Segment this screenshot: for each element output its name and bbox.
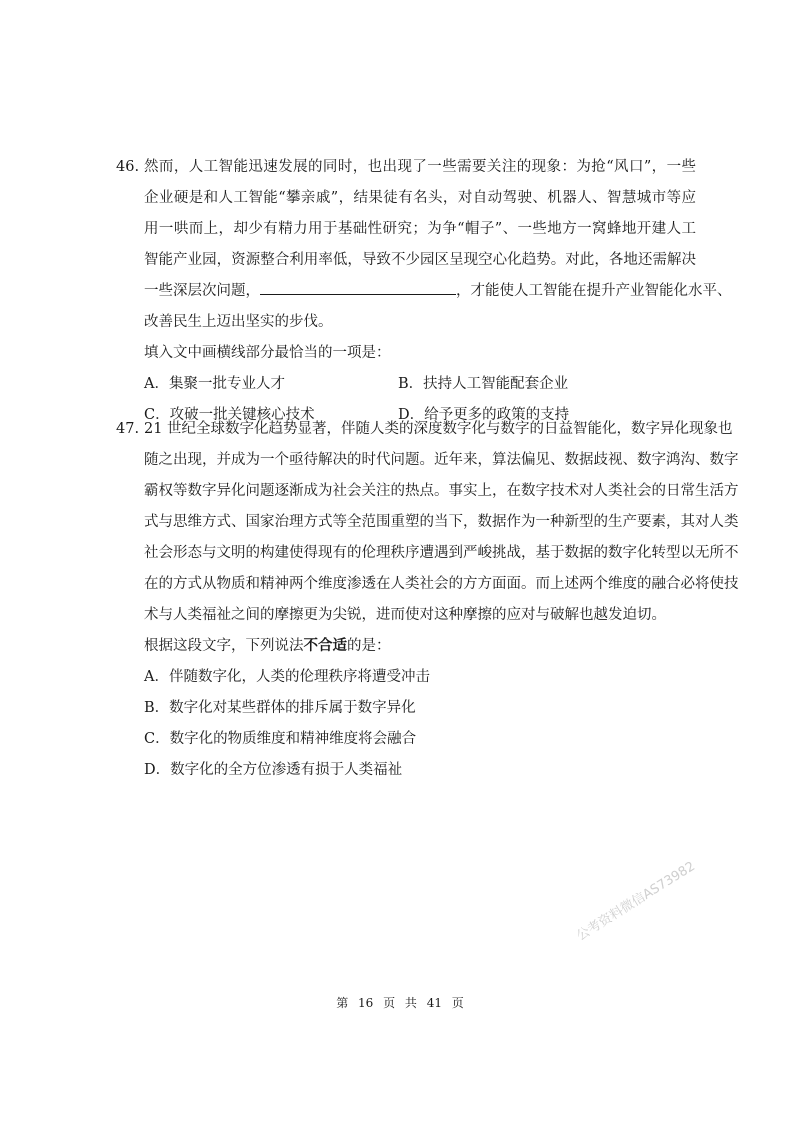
prompt-text: 的是： xyxy=(347,638,391,654)
question-stem xyxy=(144,414,739,786)
stem-line: 式与思维方式、国家治理方式等全范围重塑的当下，数据作为一种新型的生产要素，其对人类 xyxy=(144,514,739,530)
stem-line: 改善民生上迈出坚实的步伐。 xyxy=(144,314,333,330)
watermark: 公考资料微信AS73982 xyxy=(574,859,698,945)
stem-line: 然而，人工智能迅速发展的同时，也出现了一些需要关注的现象：为抢“风口”，一些 xyxy=(144,159,696,175)
stem-line-with-blank xyxy=(144,276,732,307)
question-46 xyxy=(116,152,732,431)
question-number: 46. xyxy=(116,159,140,175)
stem-line: 在的方式从物质和精神两个维度渗透在人类社会的方方面面。而上述两个维度的融合必将使技 xyxy=(144,576,739,592)
option-c: C．攻破一批关键核心技术 xyxy=(144,407,315,423)
option-c: C．数字化的物质维度和精神维度将会融合 xyxy=(144,731,417,747)
question-prompt: 填入文中画横线部分最恰当的一项是： xyxy=(144,345,391,361)
stem-line: 术与人类福祉之间的摩擦更为尖锐，进而使对这种摩擦的应对与破解也越发迫切。 xyxy=(144,607,666,623)
option-d: D．数字化的全方位渗透有损于人类福祉 xyxy=(144,762,403,778)
stem-line: 用一哄而上，却少有精力用于基础性研究；为争“帽子”、一些地方一窝蜂地开建人工 xyxy=(144,221,696,237)
option-b: B．数字化对某些群体的排斥属于数字异化 xyxy=(144,700,416,716)
stem-line: 霸权等数字异化问题逐渐成为社会关注的热点。事实上，在数字技术对人类社会的日常生活方 xyxy=(144,483,739,499)
prompt-emphasis: 不合适 xyxy=(303,638,347,654)
stem-text: 一些深层次问题， xyxy=(144,283,260,299)
page-footer: 第 16 页 共 41 页 xyxy=(336,996,464,1010)
question-prompt xyxy=(144,631,696,662)
stem-line: 智能产业园，资源整合利用率低，导致不少园区呈现空心化趋势。对此，各地还需解决 xyxy=(144,252,696,268)
question-stem xyxy=(144,152,732,431)
option-d: D．给予更多的政策的支持 xyxy=(398,407,570,423)
stem-text: ，才能使人工智能在提升产业智能化水平、 xyxy=(456,283,732,299)
question-47 xyxy=(116,414,739,786)
option-b: B．扶持人工智能配套企业 xyxy=(398,376,569,392)
stem-line: 随之出现，并成为一个亟待解决的时代问题。近年来，算法偏见、数据歧视、数字鸿沟、数字 xyxy=(144,452,739,468)
stem-line: 21 世纪全球数字化趋势显著，伴随人类的深度数字化与数字的日益智能化，数字异化现象也 xyxy=(144,421,733,437)
stem-line: 企业硬是和人工智能“攀亲戚”，结果徒有名头，对自动驾驶、机器人、智慧城市等应 xyxy=(144,190,696,206)
prompt-text: 根据这段文字，下列说法 xyxy=(144,638,304,654)
options xyxy=(144,662,696,786)
stem-line: 社会形态与文明的构建使得现有的伦理秩序遭遇到严峻挑战，基于数据的数字化转型以无所不 xyxy=(144,545,739,561)
fill-in-blank xyxy=(260,293,456,295)
option-a: A．伴随数字化，人类的伦理秩序将遭受冲击 xyxy=(144,669,430,685)
question-number: 47. xyxy=(116,421,140,437)
option-a: A．集聚一批专业人才 xyxy=(144,376,285,392)
